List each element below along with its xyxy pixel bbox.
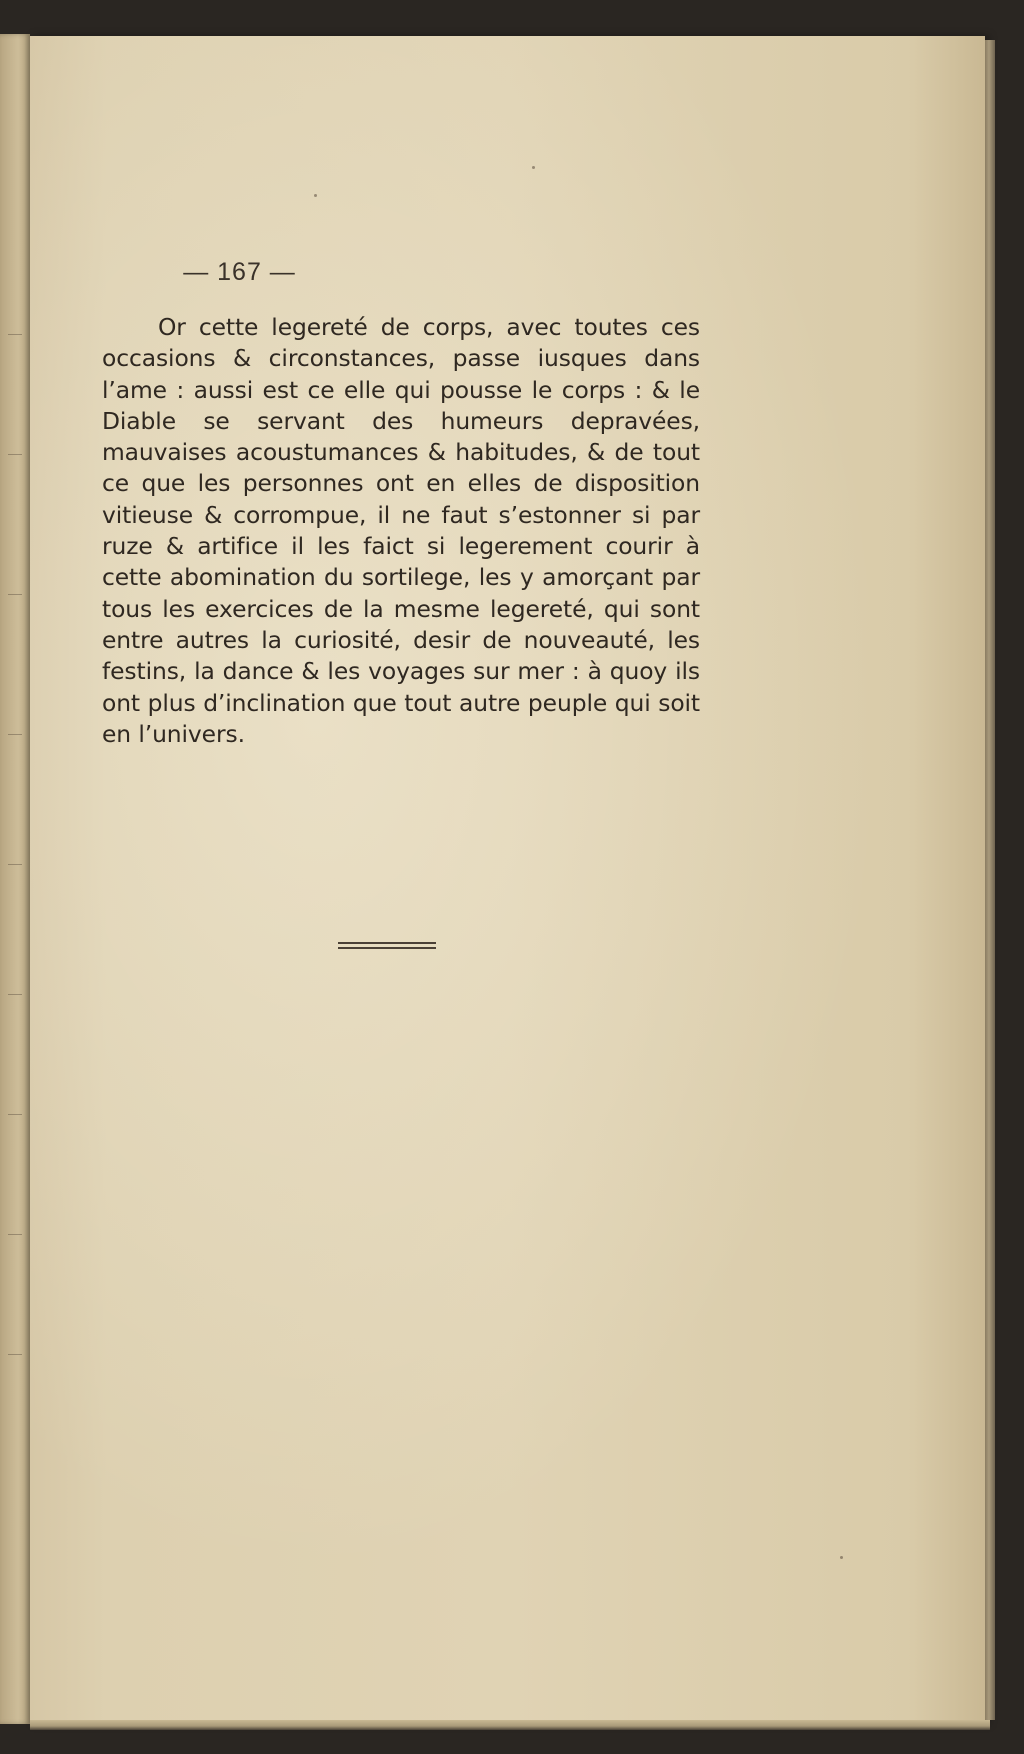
paper-speck — [314, 194, 317, 197]
body-paragraph: Or cette legereté de corps, avec toutes ces occasions & circonstances, passe iusques dans l’ame : aussi est ce elle qui pousse le corps : & le Diable se servant des humeurs depravées, mauvaises acoustumances & habitudes, & de tout ce que les personnes ont en elles de disposition vitieuse & corrompue, il ne faut s’estonner si par ruze & artifice il les faict si legerement courir à cette abomination du sortilege, les y amorçant par tous les exercices de la mesme legereté, qui sont entre autres la curiosité, desir de nouveauté, les festins, la dance & les voyages sur mer : à quoy ils ont plus d’inclination que tout autre peuple qui soit en l’univers. — [102, 313, 700, 748]
paper-speck — [532, 166, 535, 169]
paper-speck — [840, 1556, 843, 1559]
facing-page-edge — [0, 34, 30, 1724]
page-bottom-edge — [30, 1720, 990, 1730]
section-end-rule — [338, 942, 436, 950]
page-right-edge — [985, 40, 995, 1720]
book-page — [30, 36, 985, 1724]
page-number: — 167 — — [183, 258, 296, 286]
